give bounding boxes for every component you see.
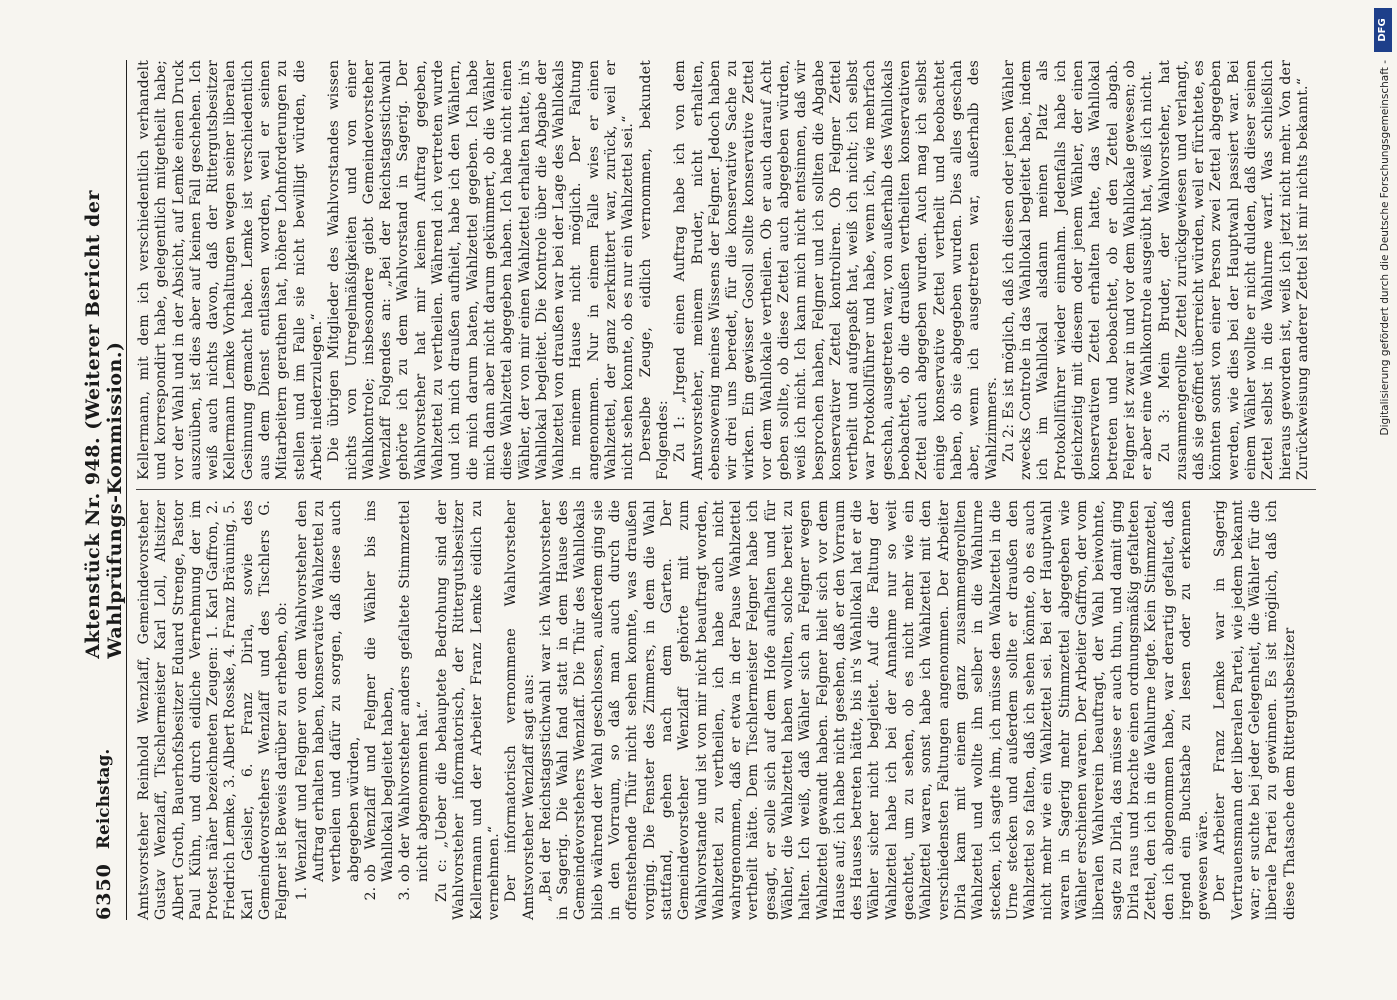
- dfg-logo: [1374, 8, 1392, 52]
- list-item: 3. ob der Wahlvorsteher anders gefaltete Stimmzettel nicht abgenommen hat.“: [397, 500, 432, 882]
- paragraph: Kellermann, mit dem ich verschiedentlich verhandelt und korrespondirt habe, gelegentlich mitgetheilt habe; vor der Wahl und in der Absicht, auf Lemke einen Druck auszuüben, ist dies aber auf keinen Fall geschehen. Ich weiß auch nichts davon, daß der Rittergutsbesitzer Kellermann Lemke Vorhaltungen wegen seiner liberalen Gesinnung gemacht habe. Lemke ist verschiedentlich aus dem Dienst entlassen worden, weil er seinen Mitarbeitern gerathen hat, höhere Lohnforderungen zu stellen und im Falle sie nicht bewilligt würden, die Arbeit niederzulegen.“: [136, 60, 325, 480]
- funding-note-text: Digitalisierung gefördert durch die Deutsche Forschungsgemeinschaft -: [1379, 60, 1391, 436]
- logo-text: DFG: [1377, 18, 1388, 42]
- list-item: 2. ob Wenzlaff und Felgner die Wähler bis ins Wahllokal begleitet haben,: [363, 500, 398, 882]
- paragraph: Zu c: „Ueber die behauptete Bedrohung sind der Wahlvorsteher informatorisch, der Rittergutsbesitzer Kellermann und der Arbeiter Franz Lemke eidlich zu vernehmen.“: [434, 500, 502, 920]
- numbered-list: [294, 500, 432, 920]
- paragraph: Amtsvorsteher Reinhold Wenzlaff, Gemeindevorsteher Gustav Wenzlaff, Tischlermeister Karl Loll, Altsitzer Albert Groth, Bauerhofsbesitzer Eduard Strenge, Pastor Paul Kühn, und durch eidliche Vernehmung der im Protest näher bezeichneten Zeugen: 1. Karl Gaffron, 2. Friedrich Lemke, 3. Albert Rosske, 4. Franz Bräuning, 5. Karl Geisler, 6. Franz Dirla, sowie des Gemeindevorstehers Wenzlaff und des Tischlers G. Felgner ist Beweis darüber zu erheben, ob:: [136, 500, 291, 920]
- paragraph: Zu 2: Es ist möglich, daß ich diesen oder jenen Wähler zwecks Controle in das Wahllokal begleitet habe, indem ich im Wahllokal alsdann meinen Platz als Protokollführer wieder einnahm. Jedenfalls habe ich gleichzeitig mit diesem oder jenem Wähler, der einen konservativen Zettel erhalten hatte, das Wahllokal betreten und beobachtet, ob er den Zettel abgab. Felgner ist zwar in und vor dem Wahllokale gewesen; ob er aber eine Wahlkontrole ausgeübt hat, weiß ich nicht.: [1000, 60, 1156, 480]
- paragraph: Der informatorisch vernommene Wahlvorsteher Amtsvorsteher Wenzlaff sagt aus:: [503, 500, 537, 920]
- paragraph: Der Arbeiter Franz Lemke war in Sagerig Vertrauensmann der liberalen Partei, wie jedem bekannt war; er suchte bei jeder Gelegenheit, die Wähler für die liberale Partei zu gewinnen. Es ist möglich, daß ich diese Thatsache dem Rittergutsbesitzer: [1212, 500, 1298, 920]
- paragraph: „Bei der Reichstagsstichwahl war ich Wahlvorsteher in Sagerig. Die Wahl fand statt in dem Hause des Gemeindevorstehers Wenzlaff. Die Thür des Wahllokals blieb während der Wahl geschlossen, außerdem ging sie in den Vorraum, so daß man auch durch die offenstehende Thür nicht sehen konnte, was draußen vorging. Die Fenster des Zimmers, in dem die Wahl stattfand, gehen nach dem Garten. Der Gemeindevorsteher Wenzlaff gehörte mit zum Wahlvorstande und ist von mir nicht beauftragt worden, Wahlzettel zu vertheilen, ich habe auch nicht wahrgenommen, daß er etwa in der Pause Wahlzettel vertheilt hätte. Dem Tischlermeister Felgner habe ich gesagt, er solle sich auf dem Hofe aufhalten und für Wähler, die Wahlzettel haben wollten, solche bereit zu halten. Ich weiß, daß Wähler sich an Felgner wegen Wahlzettel gewandt haben. Felgner hielt sich vor dem Hause auf; ich habe nicht gesehen, daß er den Vorraum des Hauses betreten hätte, bis in's Wahllokal hat er die Wähler sicher nicht begleitet. Auf die Faltung der Wahlzettel habe ich bei der Annahme nur so weit geachtet, um zu sehen, ob es nicht mehr wie ein Wahlzettel waren, sonst habe ich Wahlzettel mit den verschiedensten Faltungen angenommen. Der Arbeiter Dirla kam mit einem ganz zusammengerollten Wahlzettel und wollte ihn selber in die Wahlurne stecken, ich sagte ihm, ich müsse den Wahlzettel in die Urne stecken und außerdem sollte er draußen den Wahlzettel so falten, daß ich sehen könnte, ob es auch nicht mehr wie ein Wahlzettel sei. Bei der Hauptwahl waren in Sagerig mehr Stimmzettel abgegeben wie Wähler erschienen waren. Der Arbeiter Gaffron, der vom liberalen Wahlverein beauftragt, der Wahl beiwohnte, sagte zu Dirla, das müsse er auch thun, und damit ging Dirla raus und brachte einen ordnungsmäßig gefalteten Zettel, den ich in die Wahlurne legte. Kein Stimmzettel, den ich abgenommen habe, war derartig gefaltet, daß irgend ein Buchstabe zu lesen oder zu erkennen gewesen wäre.: [537, 500, 1212, 920]
- left-column: [136, 500, 1299, 920]
- publication-name: Reichstag.: [94, 748, 114, 850]
- paragraph: Die übrigen Mitglieder des Wahlvorstandes wissen nichts von Unregelmäßigkeiten und von einer Wahlkontrole; insbesondere giebt Gemeindevorsteher Wenzlaff Folgendes an: „Bei der Reichstagsstichwahl gehörte ich zu dem Wahlvorstand in Sagerig. Der Wahlvorsteher hat mir keinen Auftrag gegeben, Wahlzettel zu vertheilen. Während ich vertreten wurde und ich mich draußen aufhielt, habe ich den Wählern, die mich darum baten, Wahlzettel gegeben. Ich habe mich dann aber nicht darum gekümmert, ob die Wähler diese Wahlzettel abgegeben haben. Ich habe nicht einen Wähler, der von mir einen Wahlzettel erhalten hatte, in's Wahllokal begleitet. Die Kontrole über die Abgabe der Wahlzettel von draußen war bei der Lage des Wahllokals in meinem Hause nicht möglich. Der Faltung angenommen. Nur in einem Falle wies er einen Wahlzettel, der ganz zerknittert war, zurück, weil er nicht sehen konnte, ob es nur ein Wahlzettel sei.“: [326, 60, 637, 480]
- header-rule: [126, 60, 127, 920]
- right-column: [136, 60, 1312, 480]
- paragraph: Zu 3: Mein Bruder, der Wahlvorsteher, hat zusammengerollte Zettel zurückgewiesen und verlangt, daß sie geöffnet überreicht würden, weil er fürchtete, es könnten sonst von einer Person zwei Zettel abgegeben werden, wie dies bei der Hauptwahl passiert war. Bei einem Wähler wollte er nicht dulden, daß dieser seinen Zettel selbst in die Wahlurne warf. Was schließlich hieraus geworden ist, weiß ich jetzt nicht mehr. Von der Zurückweisung anderer Zettel ist mir nichts bekannt.“: [1156, 60, 1311, 480]
- paragraph: Zu 1: „Irgend einen Auftrag habe ich von dem Amtsvorsteher, meinem Bruder, nicht erhalten, ebensowenig meines Wissens der Felgner. Jedoch haben wir drei uns beredet, für die konservative Sache zu wirken. Ein gewisser Gosoll sollte konservative Zettel vor dem Wahllokale vertheilen. Ob er auch darauf Acht geben sollte, ob diese Zettel auch abgegeben würden, weiß ich nicht. Ich kann mich nicht entsinnen, daß wir besprochen haben, Felgner und ich sollten die Abgabe konservativer Zettel kontroliren. Ob Felgner Zettel vertheilt und aufgepaßt hat, weiß ich nicht; ich selbst war Protokollführer und habe, wenn ich, wie mehrfach geschah, ausgetreten war, von außerhalb des Wahllokals beobachtet, ob die draußen vertheilten konservativen Zettel auch abgegeben wurden. Auch mag ich selbst einige konservative Zettel vertheilt und beobachtet haben, ob sie abgegeben wurden. Dies alles geschah aber, wenn ich ausgetreten war, außerhalb des Wahlzimmers.: [672, 60, 1000, 480]
- page-title: Aktenstück Nr. 948. (Weiterer Bericht der Wahlprüfungs-Kommission.): [82, 190, 126, 659]
- page-number: 6350: [93, 863, 115, 920]
- funding-note: [1370, 60, 1394, 940]
- paragraph: Derselbe Zeuge, eidlich vernommen, bekundet Folgendes:: [637, 60, 671, 480]
- page-header: [82, 60, 126, 920]
- column-divider: [136, 489, 1316, 490]
- list-item: 1. Wenzlaff und Felgner von dem Wahlvorsteher den Auftrag erhalten haben, konservative Wahlzettel zu vertheilen und dafür zu sorgen, daß diese auch abgegeben würden,: [294, 500, 363, 882]
